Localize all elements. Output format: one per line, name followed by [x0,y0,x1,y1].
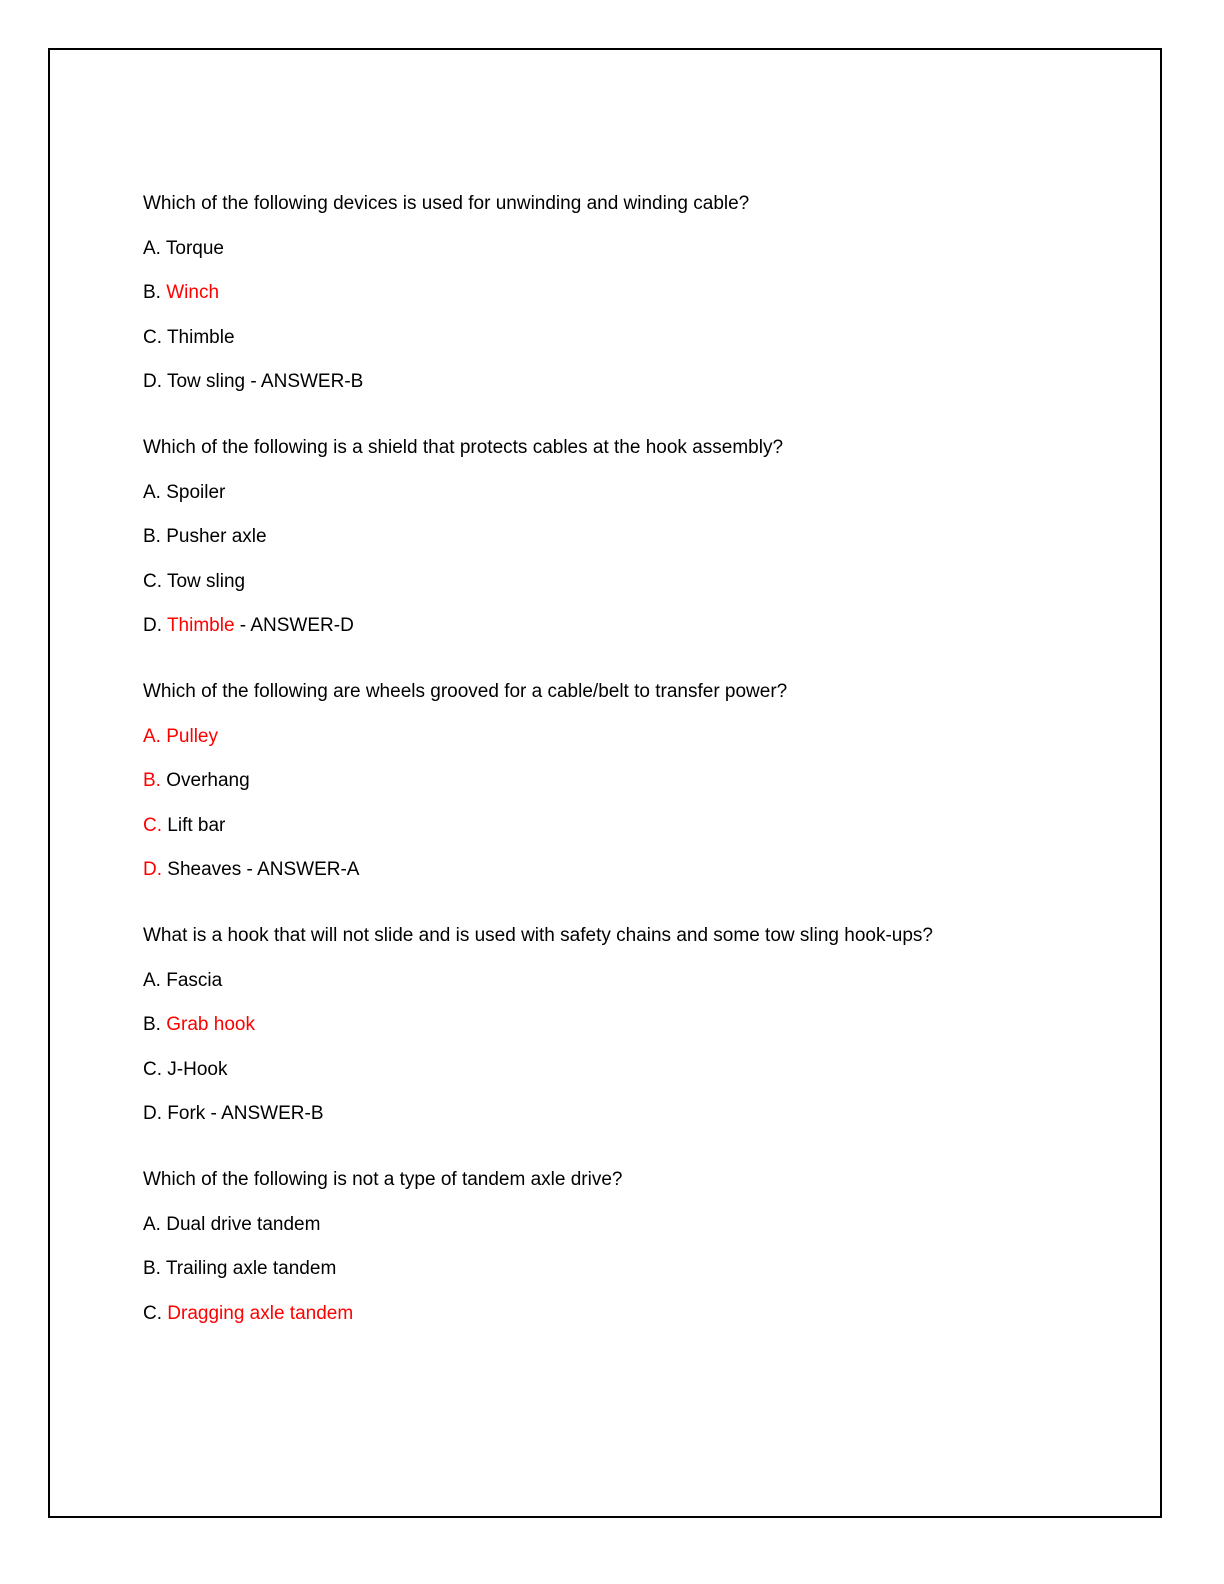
option-prefix: D. [143,1103,168,1124]
option-b [143,1258,1103,1280]
question-text: What is a hook that will not slide and is used with safety chains and some tow sling hook-ups? [143,925,933,946]
option-prefix-highlighted: D. [143,859,168,880]
option-a [143,238,1103,260]
option-text-highlighted: Grab hook [166,1014,255,1035]
option-c [143,571,1103,593]
answer-key: - ANSWER-D [234,615,354,636]
option-prefix: C. [143,1058,168,1080]
option-prefix: A. [143,1213,167,1235]
question-block-1 [143,193,1103,393]
question-block-3 [143,681,1103,881]
option-text-highlighted: Winch [166,282,220,303]
question-text: Which of the following are wheels grooved for a cable/belt to transfer power? [143,681,788,702]
option-prefix: A. [143,481,167,503]
option-text: Sheaves [167,859,242,880]
option-b [143,526,1103,548]
option-d [143,371,1103,393]
option-text: Overhang [166,770,250,791]
option-a [143,726,1103,748]
option-prefix: B. [143,1014,167,1035]
document-content [143,193,1103,1369]
option-text: Lift bar [167,814,226,836]
question-text: Which of the following is a shield that protects cables at the hook assembly? [143,437,784,458]
option-text: J-Hook [167,1058,228,1080]
answer-key: - ANSWER-A [241,859,360,880]
answer-key: - ANSWER-B [205,1103,324,1124]
option-c [143,815,1103,837]
question-text: Which of the following is not a type of tandem axle drive? [143,1169,623,1190]
option-b [143,1014,1103,1036]
option-prefix: C. [143,326,167,348]
option-text-highlighted: Dragging axle tandem [167,1302,354,1324]
option-prefix: B. [143,282,167,303]
option-a [143,970,1103,992]
option-text: Spoiler [166,481,226,503]
option-text-highlighted: Thimble [166,615,235,636]
option-text: Thimble [166,326,235,348]
option-prefix-highlighted: B. [143,770,167,791]
option-d [143,1103,1103,1125]
option-c [143,327,1103,349]
option-prefix: C. [143,1302,168,1324]
option-prefix: B. [143,1258,166,1279]
option-a [143,1214,1103,1236]
question-block-2 [143,437,1103,637]
option-text: Fork [167,1103,206,1124]
question-block-5 [143,1169,1103,1325]
option-text: Tow sling [166,570,246,592]
option-text: Tow sling [166,371,246,392]
question-block-4 [143,925,1103,1125]
option-text: Trailing axle tandem [165,1258,337,1279]
option-prefix: A. [143,725,167,747]
option-prefix: D. [143,371,167,392]
option-d [143,615,1103,637]
option-text: Torque [165,237,224,259]
option-d [143,859,1103,881]
option-text-highlighted: Pulley [166,725,218,747]
option-prefix: A. [143,969,167,991]
option-prefix-highlighted: C. [143,814,168,836]
option-prefix: B. [143,526,167,547]
option-text: Pusher axle [166,526,267,547]
option-b [143,282,1103,304]
question-text: Which of the following devices is used for unwinding and winding cable? [143,193,750,214]
option-text: Fascia [166,969,223,991]
option-c [143,1303,1103,1325]
answer-key: - ANSWER-B [245,371,364,392]
option-text: Dual drive tandem [166,1213,321,1235]
option-b [143,770,1103,792]
option-prefix: C. [143,570,167,592]
option-c [143,1059,1103,1081]
option-prefix: D. [143,615,167,636]
option-a [143,482,1103,504]
option-prefix: A. [143,237,166,259]
